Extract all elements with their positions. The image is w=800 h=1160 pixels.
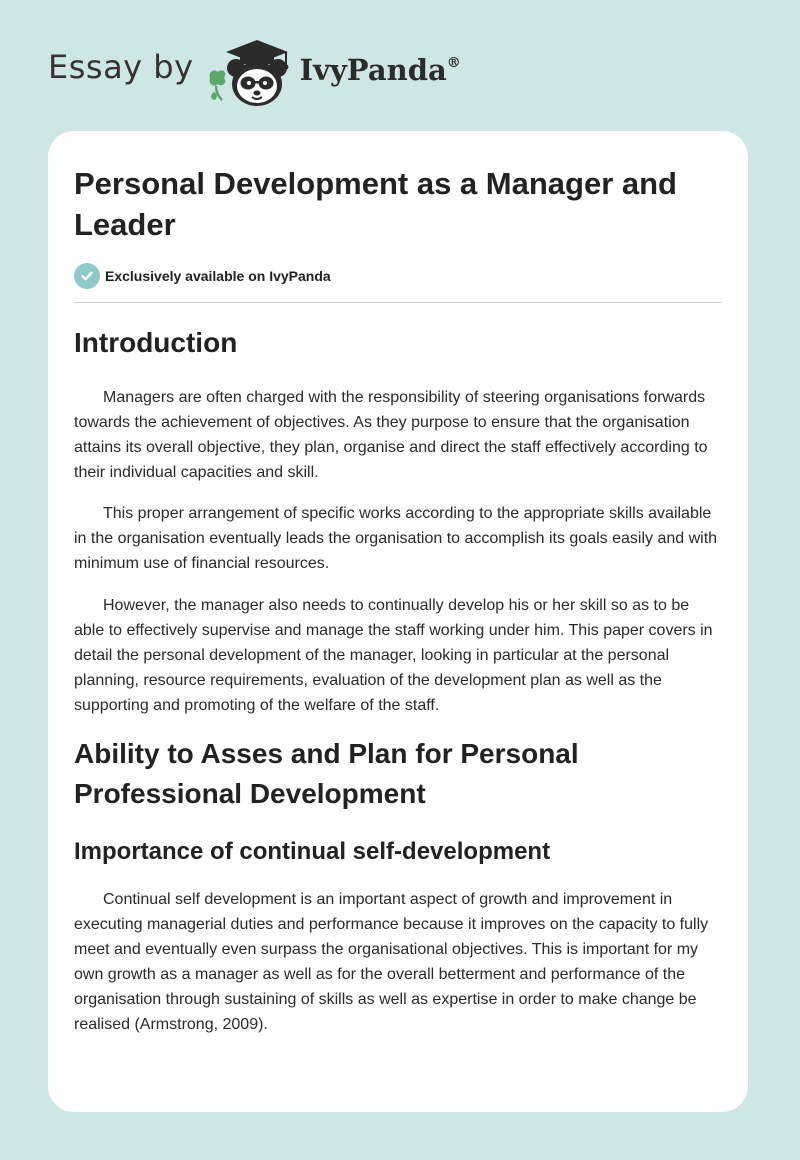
exclusive-badge-label: Exclusively available on IvyPanda: [105, 268, 331, 284]
panda-graduate-icon[interactable]: [206, 34, 298, 110]
section-heading-introduction: Introduction: [74, 327, 238, 358]
section-heading-ability: Ability to Asses and Plan for Personal Professional Development: [74, 738, 579, 809]
site-header: [48, 34, 461, 110]
paragraph: This proper arrangement of specific works according to the appropriate skills available in the organisation eventually leads the organisation to accomplish its goals easily and with minimum use of financial resources.: [74, 505, 718, 572]
essay-title: Personal Development as a Manager and Leader: [74, 166, 677, 242]
ivy-leaf-icon: [209, 70, 225, 100]
essay-by-label: Essay by: [48, 48, 194, 86]
title-divider: [74, 302, 722, 303]
brand-logo-text[interactable]: [300, 53, 461, 87]
paragraph: However, the manager also needs to continually develop his or her skill so as to be able to effectively supervise and manage the staff working under him. This paper covers in detail the personal development of the manager, looking in particular at the personal planning, resource requirements, evaluation of the development plan as well as the supporting and promoting of the welfare of the staff.: [74, 597, 713, 714]
essay-card: [48, 131, 748, 1112]
paragraph: Continual self development is an important aspect of growth and improvement in executing managerial duties and performance because it improves on the capacity to fully meet and eventually even surpass the organisational objectives. This is important for my own growth as a manager as well as for the overall betterment and performance of the organisation through sustaining of skills as well as expertise in order to make change be realised (Armstrong, 2009).: [74, 891, 709, 1033]
brand-name: IvyPanda: [299, 53, 447, 87]
registered-mark: ®: [446, 55, 461, 71]
paragraph: Managers are often charged with the responsibility of steering organisations forwards towards the achievement of objectives. As they purpose to ensure that the organisation attains its overall objective, they plan, organise and direct the staff effectively according to their individual capacities and skill.: [74, 389, 708, 481]
exclusive-badge: [74, 263, 331, 289]
subheading-self-development: Importance of continual self-development: [74, 838, 551, 865]
check-circle-icon: [74, 263, 100, 289]
